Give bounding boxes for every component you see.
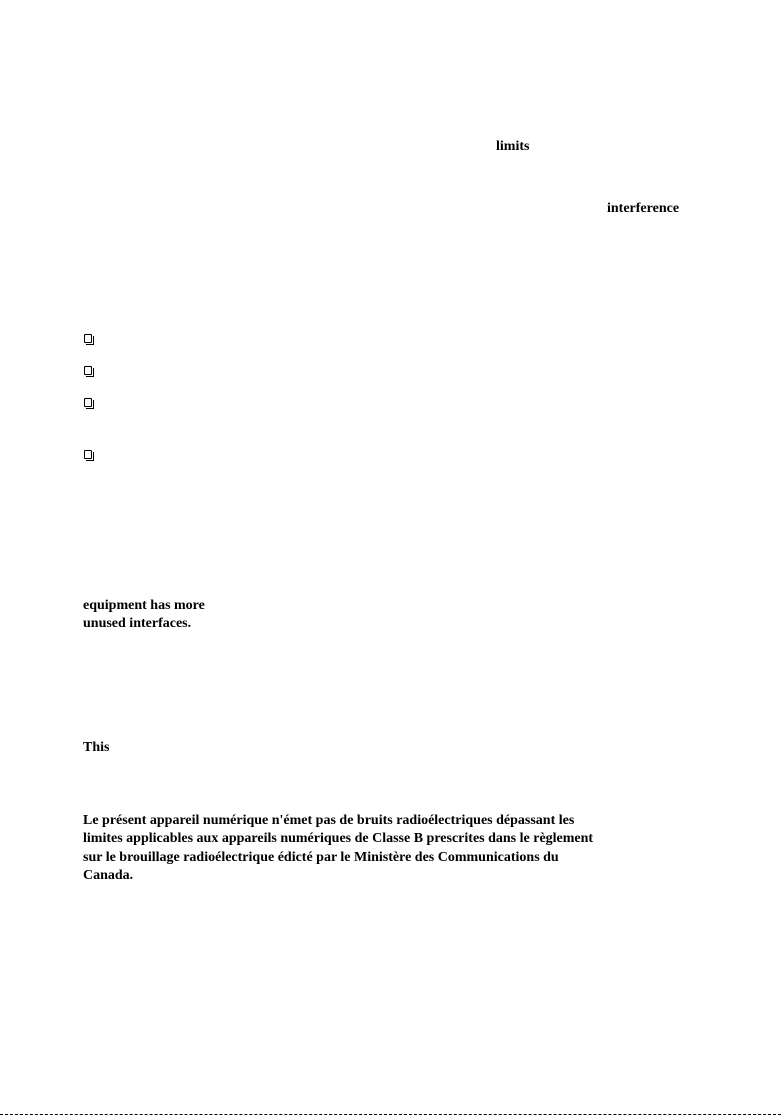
checkbox-3[interactable] — [84, 398, 92, 407]
fragment-this: This — [83, 740, 110, 755]
fragment-equipment-has-more: equipment has more — [83, 598, 205, 613]
canada-notice-line-4: Canada. — [83, 867, 134, 883]
canada-notice-paragraph — [83, 812, 703, 885]
canada-notice-line-1: Le présent appareil numérique n'émet pas de bruits radioélectriques dépassant les — [83, 813, 575, 828]
checkbox-4[interactable] — [84, 450, 92, 459]
fragment-limits: limits — [496, 139, 530, 154]
fragment-interference: interference — [607, 201, 680, 216]
canada-notice-line-3: sur le brouillage radioélectrique édicté par le Ministère des Communications du — [83, 849, 559, 865]
canada-notice-line-2: limites applicables aux appareils numériques de Classe B prescrites dans le règlement — [83, 831, 594, 847]
checkbox-2[interactable] — [84, 366, 92, 375]
bottom-scan-edge — [0, 1114, 781, 1115]
checkbox-1[interactable] — [84, 334, 92, 343]
fragment-unused-interfaces: unused interfaces. — [83, 616, 192, 631]
